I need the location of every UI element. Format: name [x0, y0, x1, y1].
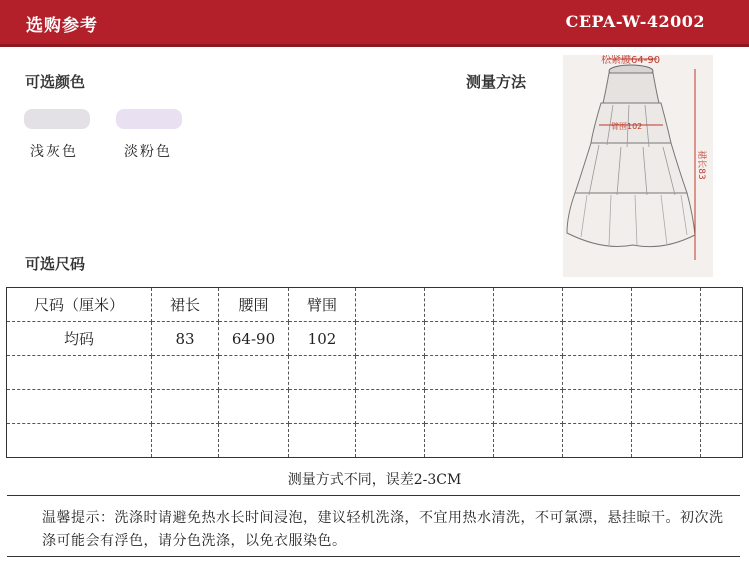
product-code: CEPA-W-42002 — [565, 12, 705, 31]
table-cell — [632, 322, 701, 356]
table-cell — [563, 356, 632, 390]
measurement-note: 测量方式不同，误差2-3CM — [287, 472, 462, 488]
size-table — [6, 287, 743, 458]
header-cell — [701, 288, 743, 322]
table-cell — [563, 424, 632, 458]
table-cell — [7, 424, 152, 458]
color-name-light-gray: 浅灰色 — [30, 144, 78, 160]
table-cell — [701, 390, 743, 424]
table-cell — [289, 424, 356, 458]
table-row — [7, 322, 743, 356]
table-cell — [219, 424, 289, 458]
color-name-light-pink: 淡粉色 — [124, 144, 172, 160]
table-cell — [701, 322, 743, 356]
table-cell — [356, 390, 425, 424]
table-row — [7, 356, 743, 390]
garment-measurement-photo — [563, 55, 713, 277]
arm-annotation: 臂围102 — [611, 122, 643, 131]
table-cell: 64-90 — [219, 322, 289, 356]
header-cell: 臂围 — [289, 288, 356, 322]
sizes-label: 可选尺码 — [25, 255, 86, 273]
header-cell — [494, 288, 563, 322]
table-cell — [219, 390, 289, 424]
colors-label: 可选颜色 — [25, 73, 86, 91]
table-cell — [632, 356, 701, 390]
table-cell — [356, 356, 425, 390]
skirt-illustration — [563, 55, 713, 277]
care-tip-box — [7, 495, 740, 557]
swatch-light-gray[interactable] — [24, 109, 90, 129]
table-cell — [356, 322, 425, 356]
header-cell — [356, 288, 425, 322]
table-cell — [7, 390, 152, 424]
header-bar — [0, 0, 749, 47]
table-cell — [356, 424, 425, 458]
care-tip-text: 温馨提示：洗涤时请避免热水长时间浸泡，建议轻机洗涤，不宜用热水清洗，不可氯漂，悬挂晾干。初次洗涤可能会有浮色，请分色洗涤，以免衣服染色。 — [42, 510, 724, 549]
table-cell — [219, 356, 289, 390]
table-cell — [425, 356, 494, 390]
table-cell — [701, 356, 743, 390]
swatch-light-pink[interactable] — [116, 109, 182, 129]
page-title: 选购参考 — [26, 16, 98, 36]
table-cell — [632, 424, 701, 458]
table-cell — [701, 424, 743, 458]
table-cell — [494, 322, 563, 356]
header-cell — [563, 288, 632, 322]
table-cell — [563, 390, 632, 424]
table-cell — [152, 424, 219, 458]
table-cell — [152, 390, 219, 424]
table-cell: 均码 — [7, 322, 152, 356]
table-cell — [425, 424, 494, 458]
table-cell — [7, 356, 152, 390]
table-cell — [494, 356, 563, 390]
header-cell: 裙长 — [152, 288, 219, 322]
table-row — [7, 424, 743, 458]
table-cell — [289, 356, 356, 390]
table-cell: 83 — [152, 322, 219, 356]
table-cell — [494, 390, 563, 424]
table-cell — [494, 424, 563, 458]
header-cell: 腰围 — [219, 288, 289, 322]
measure-label: 测量方法 — [466, 73, 527, 91]
header-cell: 尺码（厘米） — [7, 288, 152, 322]
table-cell — [425, 390, 494, 424]
table-cell — [152, 356, 219, 390]
waist-annotation: 松紧腰64-90 — [601, 55, 661, 66]
table-cell — [425, 322, 494, 356]
table-cell — [563, 322, 632, 356]
header-cell — [425, 288, 494, 322]
header-cell — [632, 288, 701, 322]
table-row — [7, 390, 743, 424]
length-annotation: 裙长83 — [696, 150, 706, 180]
table-cell — [632, 390, 701, 424]
table-cell: 102 — [289, 322, 356, 356]
table-cell — [289, 390, 356, 424]
table-header-row — [7, 288, 743, 322]
